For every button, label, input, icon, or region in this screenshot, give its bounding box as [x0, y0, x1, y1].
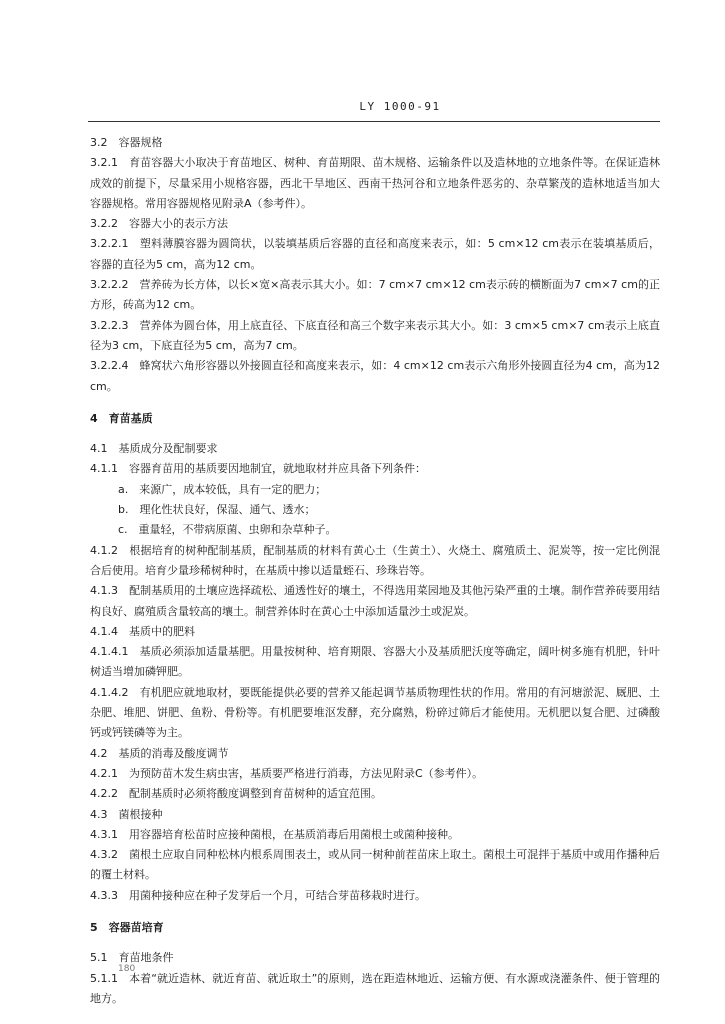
- section-4-3-heading: 4.3 菌根接种: [90, 807, 163, 821]
- section-4-3-1: 4.3.1 用容器培育松苗时应接种菌根，在基质消毒后用菌根土或菌种接种。: [90, 827, 459, 841]
- chapter-5-heading: 5 容器苗培育: [90, 920, 164, 934]
- section-5-1-1: 5.1.1 本着“就近造林、就近育苗、就近取土”的原则，选在距造林地近、运输方便、有水源或浇灌条件、便于管理的地方。: [90, 971, 660, 1005]
- spacer: [90, 397, 660, 409]
- section-4-2-2: 4.2.2 配制基质时必须将酸度调整到育苗树种的适宜范围。: [90, 787, 382, 801]
- section-3-2-2-heading: 3.2.2 容器大小的表示方法: [90, 217, 228, 231]
- list-item-a: a. 来源广，成本较低，具有一定的肥力；: [118, 482, 327, 496]
- section-3-2-2-3: 3.2.2.3 营养体为圆台体，用上底直径、下底直径和高三个数字来表示其大小。如：3 cm×5 cm×7 cm表示上底直径为3 cm，下底直径为5 cm，高为7 cm。: [90, 318, 660, 352]
- section-4-1-4-heading: 4.1.4 基质中的肥料: [90, 624, 195, 638]
- chapter-4-heading: 4 育苗基质: [90, 411, 153, 425]
- spacer: [90, 938, 660, 948]
- section-4-1-heading: 4.1 基质成分及配制要求: [90, 442, 218, 456]
- section-4-2-1: 4.2.1 为预防苗木发生病虫害，基质要严格进行消毒，方法见附录C（参考件）。: [90, 766, 484, 780]
- standard-id: LY 1000-91: [359, 100, 441, 113]
- spacer: [90, 906, 660, 918]
- document-body: [90, 133, 660, 1009]
- section-4-1-3: 4.1.3 配制基质用的土壤应选择疏松、通透性好的壤土，不得选用菜园地及其他污染严重的土壤。制作营养砖要用结构良好、腐殖质含量较高的壤土。制营养体时在黄心土中添加适量沙土或泥炭。: [90, 584, 660, 618]
- section-3-2-2-1: 3.2.2.1 塑料薄膜容器为圆筒状，以装填基质后容器的直径和高度来表示，如：5 cm×12 cm表示在装填基质后，容器的直径为5 cm，高为12 cm。: [90, 237, 660, 271]
- list-item-b: b. 理化性状良好，保湿、通气、透水；: [118, 503, 316, 517]
- spacer: [90, 429, 660, 439]
- section-4-1-4-1: 4.1.4.1 基质必须添加适量基肥。用量按树种、培育期限、容器大小及基质肥沃度等确定，阔叶树多施有机肥，针叶树适当增加磷钾肥。: [90, 645, 660, 679]
- section-4-2-heading: 4.2 基质的消毒及酸度调节: [90, 746, 229, 760]
- section-4-3-2: 4.3.2 菌根土应取自同种松林内根系周围表土，或从同一树种前茬苗床上取土。菌根土可混拌于基质中或用作播种后的覆土材料。: [90, 848, 660, 882]
- list-item-c: c. 重量轻，不带病原菌、虫卵和杂草种子。: [118, 523, 337, 537]
- section-4-1-2: 4.1.2 根据培育的树种配制基质，配制基质的材料有黄心土（生黄土）、火烧土、腐殖质土、泥炭等，按一定比例混合后使用。培育少量珍稀树种时，在基质中掺以适量蛭石、珍珠岩等。: [90, 543, 660, 577]
- page-number: 180: [118, 964, 136, 974]
- section-5-1-heading: 5.1 育苗地条件: [90, 951, 174, 965]
- section-3-2-heading: 3.2 容器规格: [90, 136, 163, 149]
- section-3-2-2-2: 3.2.2.2 营养砖为长方体，以长×宽×高表示其大小。如：7 cm×7 cm×12 cm表示砖的横断面为7 cm×7 cm的正方形，砖高为12 cm。: [90, 278, 660, 312]
- header-rule: [88, 121, 660, 122]
- section-4-1-4-2: 4.1.4.2 有机肥应就地取材，要既能提供必要的营养又能起调节基质物理性状的作用。常用的有河塘淤泥、厩肥、土杂肥、堆肥、饼肥、鱼粉、骨粉等。有机肥要堆沤发酵，充分腐熟，粉碎过筛后才能使用。无机肥以复合肥、过磷酸钙或钙镁磷等为主。: [90, 685, 660, 740]
- section-3-2-2-4: 3.2.2.4 蜂窝状六角形容器以外接圆直径和高度来表示，如：4 cm×12 cm表示六角形外接圆直径为4 cm，高为12 cm。: [90, 359, 660, 393]
- section-3-2-1: 3.2.1 育苗容器大小取决于育苗地区、树种、育苗期限、苗木规格、运输条件以及造林地的立地条件等。在保证造林成效的前提下，尽量采用小规格容器，西北干旱地区、西南干热河谷和立地条件恶劣的、杂草繁茂的造林地适当加大容器规格。常用容器规格见附录A（参考件）。: [90, 156, 660, 210]
- section-4-1-1: 4.1.1 容器育苗用的基质要因地制宜，就地取材并应具备下列条件：: [90, 462, 426, 476]
- section-4-3-3: 4.3.3 用菌种接种应在种子发芽后一个月，可结合芽苗移栽时进行。: [90, 888, 426, 902]
